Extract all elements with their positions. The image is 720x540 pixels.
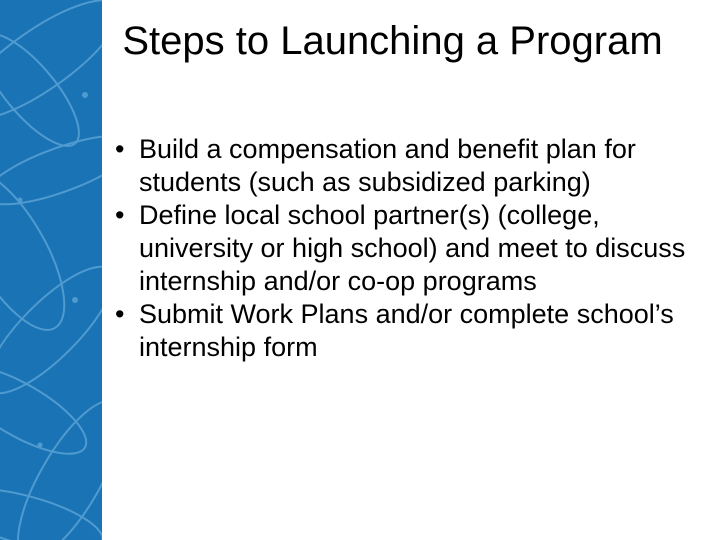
bullet-text: Define local school partner(s) (college, university or high school) and meet to discuss internship and/or co-op programs [139,200,686,296]
bullet-text: Submit Work Plans and/or complete school’s internship form [139,299,674,362]
bullet-text: Build a compensation and benefit plan for students (such as subsidized parking) [139,134,636,197]
bullet-list [108,133,698,364]
bullet-marker: • [115,200,125,230]
slide-title: Steps to Launching a Program [122,19,663,63]
bullet-item [108,298,698,364]
side-band [0,0,102,540]
bullet-marker: • [115,299,125,329]
bullet-item [108,199,698,298]
atom-orbits-pattern-icon [0,0,102,540]
bullet-marker: • [115,134,125,164]
bullet-item [108,133,698,199]
